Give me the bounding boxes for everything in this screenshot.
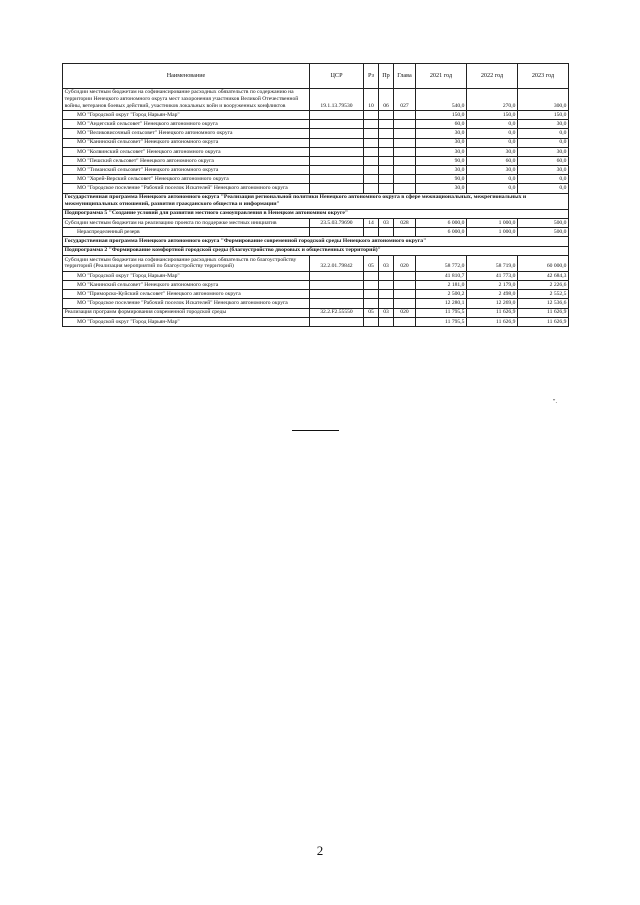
row-2021: 6 000,0 (416, 228, 467, 237)
row-2022: 0,0 (467, 138, 518, 147)
row-name: МО "Колвинский сельсовет" Ненецкого автономного округа (63, 147, 310, 156)
section-title: Государственная программа Ненецкого автономного округа "Реализация региональной политики Ненецкого автономного округа в сфере межнациональных, межрегиональных и межмуниципальных отношений, развития гражданского общества и информации" (63, 193, 569, 209)
row-glava: 028 (394, 219, 416, 228)
row-2023: 0,0 (518, 184, 569, 193)
table-row (63, 156, 569, 165)
table-row (63, 166, 569, 175)
row-name: МО "Городской округ "Город Нарьян-Мар" (63, 317, 310, 326)
row-glava: 020 (394, 308, 416, 317)
table-row (63, 299, 569, 308)
row-2023: 11 626,9 (518, 317, 569, 326)
row-2023: 11 626,9 (518, 308, 569, 317)
row-2022: 11 626,9 (467, 308, 518, 317)
section-row (63, 193, 569, 209)
section-title: Государственная программа Ненецкого автономного округа "Формирование современной городской среды Ненецкого автономного округа" (63, 237, 569, 246)
row-2021: 90,0 (416, 175, 467, 184)
table-row (63, 308, 569, 317)
row-2022: 60,0 (467, 156, 518, 165)
row-2022: 2 498,0 (467, 290, 518, 299)
row-2021: 41 810,7 (416, 271, 467, 280)
row-name: МО "Городской округ "Город Нарьян-Мар" (63, 110, 310, 119)
table-row (63, 175, 569, 184)
row-2021: 58 772,0 (416, 256, 467, 272)
table-row (63, 88, 569, 110)
header-csr: ЦСР (310, 64, 364, 89)
row-2021: 12 280,1 (416, 299, 467, 308)
page-number: 2 (316, 843, 324, 858)
row-2021: 6 000,0 (416, 219, 467, 228)
row-name: МО "Городское поселение "Рабочий поселок Искателей" Ненецкого автономного округа (63, 299, 310, 308)
row-name: МО "Приморско-Куйский сельсовет" Ненецкого автономного округа (63, 290, 310, 299)
row-2021: 30,0 (416, 129, 467, 138)
table-row (63, 147, 569, 156)
row-2021: 540,0 (416, 88, 467, 110)
row-name: Субсидии местным бюджетам на софинансирование расходных обязательств по благоустройству территорий (Реализация мероприятий по благоустройству территорий) (63, 256, 310, 272)
row-2023: 0,0 (518, 129, 569, 138)
row-2023: 60,0 (518, 156, 569, 165)
row-2021: 11 795,5 (416, 308, 467, 317)
budget-table (62, 63, 569, 327)
row-csr: 23.5.03.79690 (310, 219, 364, 228)
row-2023: 42 684,3 (518, 271, 569, 280)
row-name: МО "Великовисочный сельсовет" Ненецкого автономного округа (63, 129, 310, 138)
row-glava: 020 (394, 256, 416, 272)
row-2021: 30,0 (416, 138, 467, 147)
row-rz: 14 (364, 219, 379, 228)
row-name: МО "Канинский сельсовет" Ненецкого автономного округа (63, 280, 310, 289)
row-glava: 027 (394, 88, 416, 110)
row-2022: 11 626,9 (467, 317, 518, 326)
row-2022: 58 719,0 (467, 256, 518, 272)
row-name: МО "Андегский сельсовет" Ненецкого автономного округа (63, 120, 310, 129)
row-2023: 2 552,5 (518, 290, 569, 299)
header-2022: 2022 год (467, 64, 518, 89)
row-2022: 1 000,0 (467, 228, 518, 237)
row-csr: 19.1.13.79530 (310, 88, 364, 110)
row-2022: 1 000,0 (467, 219, 518, 228)
row-2023: 12 536,6 (518, 299, 569, 308)
row-csr: 32.2.01.79842 (310, 256, 364, 272)
row-name: МО "Тиманский сельсовет" Ненецкого автономного округа (63, 166, 310, 175)
row-2023: 300,0 (518, 88, 569, 110)
row-name: МО "Городское поселение "Рабочий поселок Искателей" Ненецкого автономного округа (63, 184, 310, 193)
row-2022: 0,0 (467, 120, 518, 129)
row-2021: 90,0 (416, 156, 467, 165)
header-rz: Рз (364, 64, 379, 89)
header-pr: Пр (379, 64, 394, 89)
row-2021: 2 181,0 (416, 280, 467, 289)
row-2021: 2 500,2 (416, 290, 467, 299)
row-2021: 30,0 (416, 147, 467, 156)
row-2023: 60 000,0 (518, 256, 569, 272)
section-row (63, 209, 569, 218)
header-name: Наименование (63, 64, 310, 89)
row-pr: 03 (379, 256, 394, 272)
row-2021: 60,0 (416, 120, 467, 129)
row-2021: 150,0 (416, 110, 467, 119)
table-header-row (63, 64, 569, 89)
row-2023: 500,0 (518, 219, 569, 228)
table-row (63, 184, 569, 193)
row-2022: 2 179,0 (467, 280, 518, 289)
row-2022: 0,0 (467, 184, 518, 193)
row-2022: 270,0 (467, 88, 518, 110)
row-2021: 11 795,5 (416, 317, 467, 326)
row-2022: 41 773,0 (467, 271, 518, 280)
row-2021: 30,0 (416, 184, 467, 193)
row-name: МО "Канинский сельсовет" Ненецкого автономного округа (63, 138, 310, 147)
row-2022: 30,0 (467, 147, 518, 156)
row-name: МО "Городской округ "Город Нарьян-Мар" (63, 271, 310, 280)
separator-line (292, 430, 339, 431)
row-pr: 06 (379, 88, 394, 110)
row-2023: 30,0 (518, 166, 569, 175)
row-name: Субсидии местным бюджетам на реализацию проекта по поддержке местных инициатив (63, 219, 310, 228)
table-row (63, 317, 569, 326)
section-row (63, 237, 569, 246)
row-2022: 12 269,0 (467, 299, 518, 308)
row-2023: 30,0 (518, 147, 569, 156)
table-row (63, 228, 569, 237)
table-row (63, 290, 569, 299)
row-2021: 30,0 (416, 166, 467, 175)
row-2022: 0,0 (467, 129, 518, 138)
header-2021: 2021 год (416, 64, 467, 89)
row-name: МО "Пешский сельсовет" Ненецкого автономного округа (63, 156, 310, 165)
row-2022: 0,0 (467, 175, 518, 184)
row-pr: 03 (379, 308, 394, 317)
closing-quote-mark: ". (553, 399, 557, 405)
row-2023: 500,0 (518, 228, 569, 237)
table-row (63, 219, 569, 228)
row-rz: 05 (364, 256, 379, 272)
row-2023: 2 226,6 (518, 280, 569, 289)
row-2022: 150,0 (467, 110, 518, 119)
section-title: Подпрограмма 5 "Создание условий для развития местного самоуправления в Ненецком автономном округе" (63, 209, 569, 218)
header-2023: 2023 год (518, 64, 569, 89)
document-page (62, 63, 568, 327)
row-pr: 03 (379, 219, 394, 228)
row-2022: 30,0 (467, 166, 518, 175)
row-2023: 0,0 (518, 138, 569, 147)
table-row (63, 129, 569, 138)
section-row (63, 246, 569, 255)
row-name: Нераспределенный резерв (63, 228, 310, 237)
table-row (63, 256, 569, 272)
header-glava: Глава (394, 64, 416, 89)
row-rz: 05 (364, 308, 379, 317)
table-row (63, 280, 569, 289)
row-csr: 32.2.F2.55550 (310, 308, 364, 317)
row-2023: 150,0 (518, 110, 569, 119)
table-row (63, 120, 569, 129)
row-2023: 30,0 (518, 120, 569, 129)
table-row (63, 110, 569, 119)
row-name: МО "Хорей-Верский сельсовет" Ненецкого автономного округа (63, 175, 310, 184)
row-name: Реализация программ формирования современной городской среды (63, 308, 310, 317)
row-rz: 10 (364, 88, 379, 110)
table-row (63, 138, 569, 147)
table-row (63, 271, 569, 280)
section-title: Подпрограмма 2 "Формирование комфортной городской среды (благоустройство дворовых и общественных территорий)" (63, 246, 569, 255)
row-2023: 0,0 (518, 175, 569, 184)
row-name: Субсидии местным бюджетам на софинансирование расходных обязательств по содержанию на территории Ненецкого автономного округа мест захоронения участников Великой Отечественной войны, ветеранов боевых действий, участников локальных войн и вооруженных конфликтов (63, 88, 310, 110)
